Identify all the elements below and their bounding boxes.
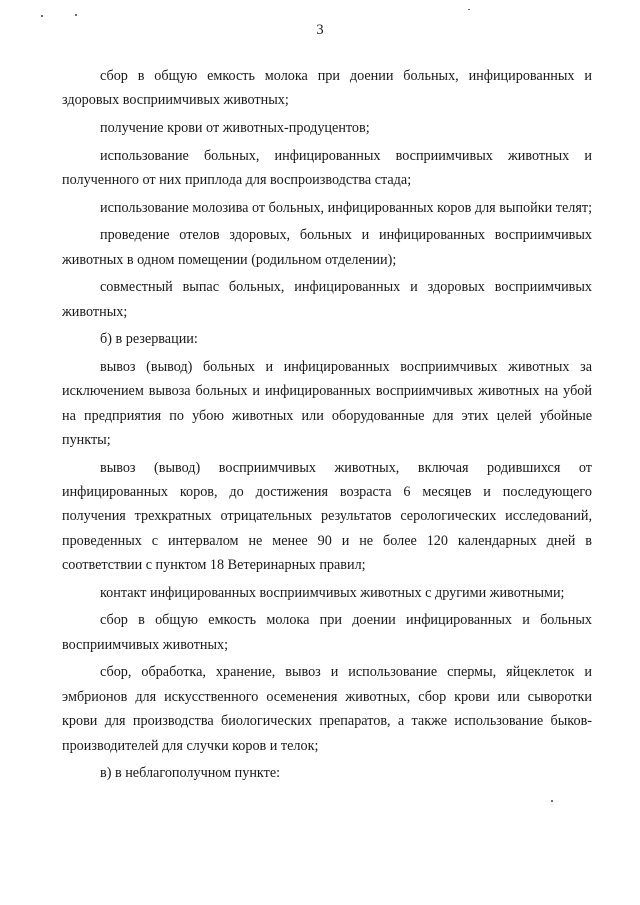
paragraph: сбор, обработка, хранение, вывоз и использование спермы, яйцеклеток и эмбрионов для искусственного осеменения животных, сбор крови или сыворотки крови для производства биологических препаратов, а также использование быков-производителей для случки коров и телок; (62, 664, 592, 754)
paragraph: контакт инфицированных восприимчивых животных с другими животными; (100, 584, 565, 601)
paragraph: совместный выпас больных, инфицированных и здоровых восприимчивых животных; (62, 279, 592, 320)
scan-speck (41, 15, 43, 17)
section-heading: б) в резервации: (100, 331, 198, 348)
paragraph: использование молозива от больных, инфицированных коров для выпойки телят; (100, 199, 593, 216)
scan-speck (468, 9, 470, 10)
document-body (62, 64, 592, 789)
paragraph: вывоз (вывод) больных и инфицированных восприимчивых животных за исключением вывоза больных и инфицированных восприимчивых животных на убой на предприятия по убою животных или оборудованные для этих целей убойные пункты; (62, 358, 592, 448)
paragraph: проведение отелов здоровых, больных и инфицированных восприимчивых животных в одном помещении (родильном отделении); (62, 227, 592, 268)
scan-speck (551, 800, 553, 802)
page-number: 3 (316, 22, 324, 38)
section-heading: в) в неблагополучном пункте: (100, 765, 281, 782)
paragraph: сбор в общую емкость молока при доении инфицированных и больных восприимчивых животных; (62, 612, 592, 653)
paragraph: вывоз (вывод) восприимчивых животных, включая родившихся от инфицированных коров, до достижения возраста 6 месяцев и последующего получения трехкратных отрицательных результатов серологических исследований, проведенных с интервалом не менее 90 и не более 120 календарных дней в соответствии с пунктом 18 Ветеринарных правил; (62, 459, 592, 574)
paragraph: использование больных, инфицированных восприимчивых животных и полученного от них приплода для воспроизводства стада; (62, 147, 592, 188)
paragraph: получение крови от животных-продуцентов; (100, 120, 370, 136)
scan-speck (75, 14, 77, 16)
paragraph: сбор в общую емкость молока при доении больных, инфицированных и здоровых восприимчивых животных; (62, 68, 592, 109)
